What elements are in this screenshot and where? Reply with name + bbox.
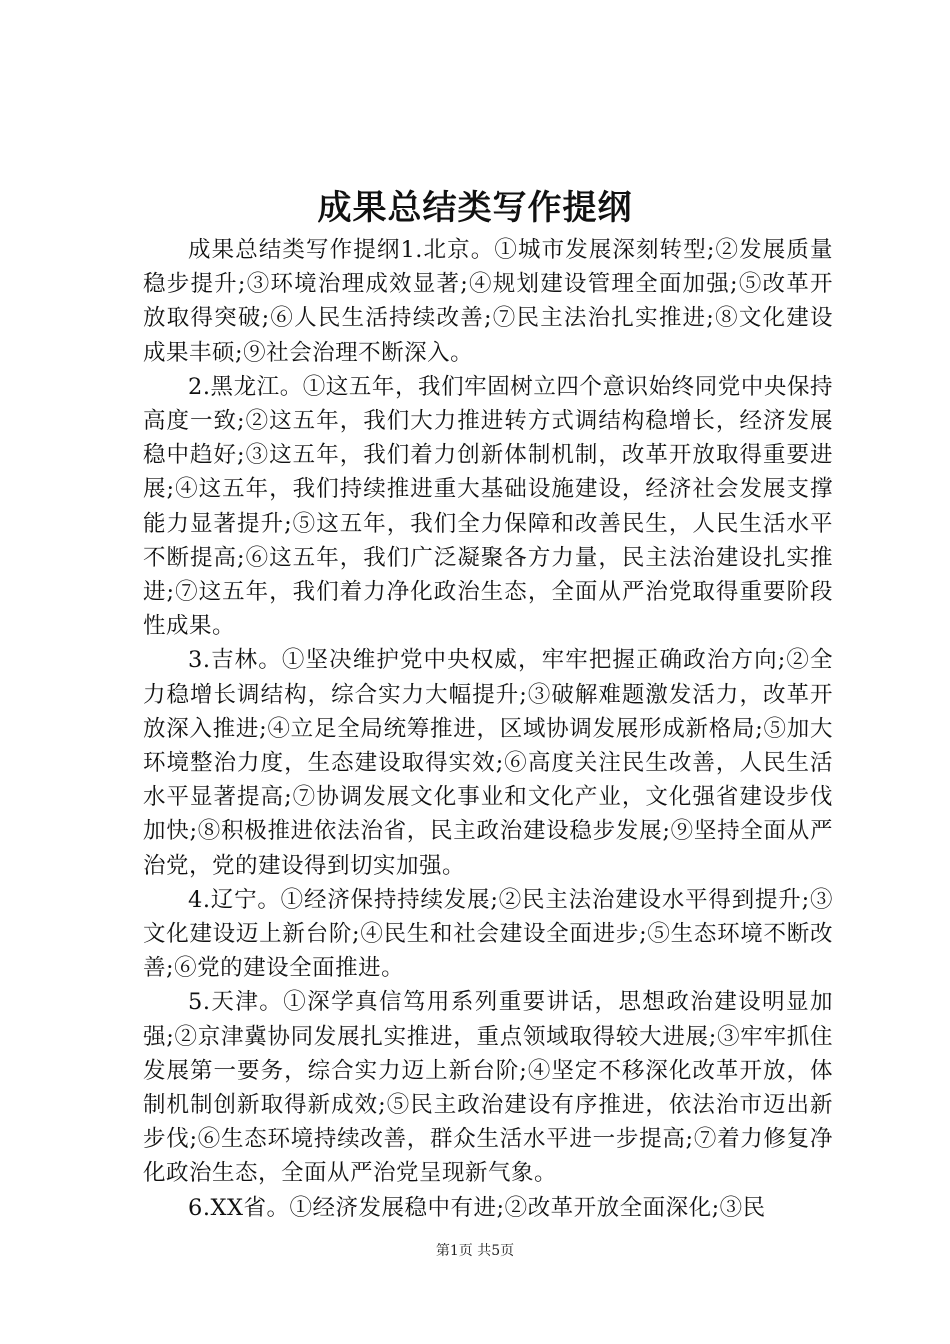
paragraph-jilin: 3.吉林。①坚决维护党中央权威，牢牢把握正确政治方向;②全力稳增长调结构，综合实力大幅提升;③破解难题激发活力，改革开放深入推进;④立足全局统筹推进，区域协调发展形成新格局;⑤加大环境整治力度，生态建设取得实效;⑥高度关注民生改善，人民生活水平显著提高;⑦协调发展文化事业和文化产业，文化强省建设步伐加快;⑧积极推进依法治省，民主政治建设稳步发展;⑨坚持全面从严治党，党的建设得到切实加强。 (143, 647, 833, 879)
paragraph-beijing: 成果总结类写作提纲1.北京。①城市发展深刻转型;②发展质量稳步提升;③环境治理成效显著;④规划建设管理全面加强;⑤改革开放取得突破;⑥人民生活持续改善;⑦民主法治扎实推进;⑧文化建设成果丰硕;⑨社会治理不断深入。 (143, 237, 833, 366)
paragraph-liaoning: 4.辽宁。①经济保持持续发展;②民主法治建设水平得到提升;③文化建设迈上新台阶;④民生和社会建设全面进步;⑤生态环境不断改善;⑥党的建设全面推进。 (143, 886, 833, 982)
page-footer: 第1页 共5页 (435, 1243, 515, 1259)
paragraph-tianjin: 5.天津。①深学真信笃用系列重要讲话，思想政治建设明显加强;②京津冀协同发展扎实推进，重点领域取得较大进展;③牢牢抓住发展第一要务，综合实力迈上新台阶;④坚定不移深化改革开放，体制机制创新取得新成效;⑤民主政治建设有序推进，依法治市迈出新步伐;⑥生态环境持续改善，群众生活水平进一步提高;⑦着力修复净化政治生态，全面从严治党呈现新气象。 (143, 989, 833, 1187)
paragraph-xx-province: 6.XX省。①经济发展稳中有进;②改革开放全面深化;③民 (188, 1194, 766, 1221)
document-body (143, 233, 833, 1225)
document-title: 成果总结类写作提纲 (317, 188, 633, 228)
paragraph-heilongjiang: 2.黑龙江。①这五年，我们牢固树立四个意识始终同党中央保持高度一致;②这五年，我们大力推进转方式调结构稳增长，经济发展稳中趋好;③这五年，我们着力创新体制机制，改革开放取得重要进展;④这五年，我们持续推进重大基础设施建设，经济社会发展支撑能力显著提升;⑤这五年，我们全力保障和改善民生，人民生活水平不断提高;⑥这五年，我们广泛凝聚各方力量，民主法治建设扎实推进;⑦这五年，我们着力净化政治生态，全面从严治党取得重要阶段性成果。 (143, 373, 833, 640)
